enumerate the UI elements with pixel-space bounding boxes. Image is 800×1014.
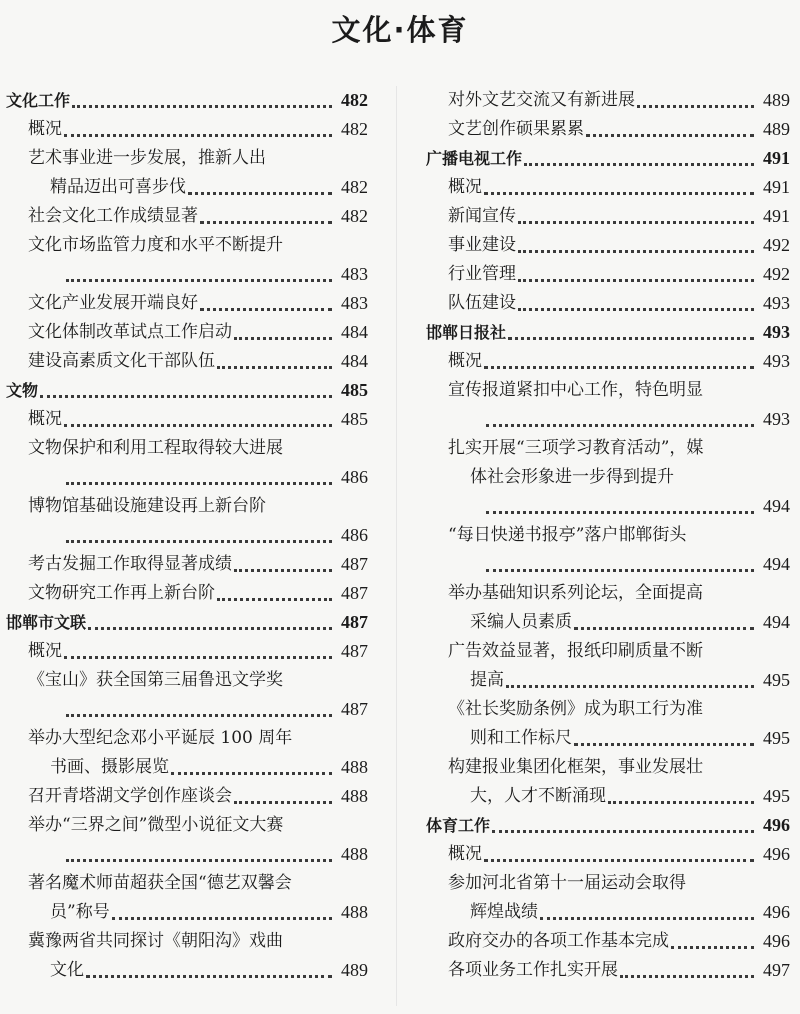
toc-entry-title: 宣传报道紧扣中心工作，特色明显 (448, 380, 703, 400)
toc-section-entry[interactable] (6, 608, 368, 637)
toc-section-entry[interactable] (426, 144, 790, 173)
dot-leader (64, 412, 332, 427)
toc-entry-title: 提高 (470, 670, 504, 690)
dot-leader (72, 93, 332, 108)
dot-leader (217, 354, 332, 369)
dot-leader (200, 209, 332, 224)
toc-entry[interactable] (426, 608, 790, 637)
dot-leader (486, 499, 754, 514)
toc-entry[interactable] (426, 840, 790, 869)
toc-entry-title: 文化市场监管力度和水平不断提升 (28, 235, 283, 255)
toc-entry[interactable] (426, 927, 790, 956)
dot-leader (171, 760, 332, 775)
toc-page-number: 487 (341, 699, 368, 719)
toc-page-number: 496 (763, 815, 790, 835)
toc-column-left (6, 86, 368, 985)
toc-entry-title: 召开青塔湖文学创作座谈会 (28, 786, 232, 806)
toc-entry-title: 概况 (28, 641, 62, 661)
toc-entry-title: 大，人才不断涌现 (470, 786, 606, 806)
toc-entry-title: 体育工作 (426, 816, 491, 835)
toc-entry-title: 广播电视工作 (426, 149, 523, 168)
toc-entry[interactable] (6, 405, 368, 434)
toc-entry-title: 体社会形象进一步得到提升 (470, 467, 674, 487)
toc-entry[interactable] (6, 231, 368, 260)
toc-entry[interactable] (6, 666, 368, 695)
toc-entry-title: 概况 (448, 177, 482, 197)
toc-entry[interactable] (426, 869, 790, 898)
toc-page-number: 493 (763, 293, 790, 313)
column-divider (396, 86, 397, 1006)
toc-entry-title: 对外文艺交流又有新进展 (448, 90, 635, 110)
toc-page-number: 483 (341, 293, 368, 313)
toc-entry[interactable] (426, 753, 790, 782)
toc-page-number: 487 (341, 554, 368, 574)
toc-entry-title: 则和工作标尺 (470, 728, 572, 748)
toc-section-entry[interactable] (6, 376, 368, 405)
dot-leader (64, 122, 332, 137)
toc-entry-title: 文化工作 (6, 91, 71, 110)
toc-entry[interactable] (6, 637, 368, 666)
toc-entry-title: 文物 (6, 381, 39, 400)
toc-entry[interactable] (6, 289, 368, 318)
toc-entry-title: 邯郸日报社 (426, 323, 507, 342)
toc-entry-title: 概况 (28, 119, 62, 139)
toc-entry[interactable] (426, 347, 790, 376)
toc-page-number: 486 (341, 525, 368, 545)
toc-entry[interactable] (426, 173, 790, 202)
dot-leader (66, 847, 332, 862)
dot-leader (620, 963, 754, 978)
toc-entry[interactable] (6, 579, 368, 608)
toc-page-number: 493 (763, 409, 790, 429)
toc-entry[interactable] (6, 173, 368, 202)
toc-entry[interactable] (6, 840, 368, 869)
toc-page-number: 486 (341, 467, 368, 487)
toc-entry-title: 队伍建设 (448, 293, 516, 313)
toc-entry-title: 各项业务工作扎实开展 (448, 960, 618, 980)
dot-leader (484, 847, 754, 862)
toc-page-number: 491 (763, 148, 790, 168)
toc-entry-title: 精品迈出可喜步伐 (50, 177, 186, 197)
toc-page-number: 484 (341, 322, 368, 342)
toc-page-number: 493 (763, 351, 790, 371)
toc-entry-title: 员”称号 (50, 902, 110, 922)
toc-page-number: 495 (763, 786, 790, 806)
dot-leader (66, 267, 332, 282)
toc-entry-title: 文化 (50, 960, 84, 980)
toc-page-number: 482 (341, 119, 368, 139)
toc-entry-title: 博物馆基础设施建设再上新台阶 (28, 496, 266, 516)
page-title: 文化·体育 (331, 13, 469, 47)
toc-entry[interactable] (6, 434, 368, 463)
toc-entry[interactable] (6, 492, 368, 521)
toc-entry[interactable] (426, 666, 790, 695)
dot-leader (200, 296, 332, 311)
toc-entry-title: “每日快递书报亭”落户邯郸街头 (448, 525, 687, 545)
toc-page-number: 482 (341, 177, 368, 197)
toc-entry[interactable] (426, 86, 790, 115)
toc-page-number: 488 (341, 786, 368, 806)
dot-leader (608, 789, 754, 804)
toc-page-number: 487 (341, 612, 368, 632)
toc-entry[interactable] (6, 782, 368, 811)
toc-entry-title: 书画、摄影展览 (50, 757, 169, 777)
toc-entry[interactable] (6, 115, 368, 144)
toc-entry[interactable] (6, 521, 368, 550)
toc-entry[interactable] (6, 463, 368, 492)
toc-entry-title: 邯郸市文联 (6, 613, 87, 632)
dot-leader (637, 93, 754, 108)
toc-section-entry[interactable] (6, 86, 368, 115)
toc-entry[interactable] (6, 318, 368, 347)
toc-entry-title: 文化产业发展开端良好 (28, 293, 198, 313)
toc-page-number: 482 (341, 90, 368, 110)
toc-page-number: 495 (763, 728, 790, 748)
toc-page-number: 491 (763, 177, 790, 197)
dot-leader (574, 615, 754, 630)
toc-entry-title: 概况 (448, 844, 482, 864)
toc-page-number: 496 (763, 844, 790, 864)
dot-leader (234, 325, 332, 340)
toc-entry-title: 举办大型纪念邓小平诞辰 100 周年 (28, 728, 293, 748)
toc-entry[interactable] (426, 376, 790, 405)
toc-entry[interactable] (426, 463, 790, 492)
toc-page-number: 485 (341, 380, 368, 400)
dot-leader (506, 673, 754, 688)
toc-page-number: 489 (341, 960, 368, 980)
toc-page-number: 495 (763, 670, 790, 690)
toc-entry[interactable] (426, 260, 790, 289)
toc-entry-title: 《宝山》获全国第三届鲁迅文学奖 (28, 670, 283, 690)
dot-leader (484, 180, 754, 195)
toc-entry[interactable] (6, 202, 368, 231)
toc-entry-title: 文化体制改革试点工作启动 (28, 322, 232, 342)
toc-entry-title: 概况 (28, 409, 62, 429)
dot-leader (64, 644, 332, 659)
toc-entry[interactable] (6, 347, 368, 376)
toc-entry-title: 建设高素质文化干部队伍 (28, 351, 215, 371)
toc-entry-title: 举办基础知识系列论坛，全面提高 (448, 583, 703, 603)
dot-leader (671, 934, 754, 949)
toc-page-number: 494 (763, 496, 790, 516)
toc-page-number: 488 (341, 902, 368, 922)
toc-page-number: 489 (763, 90, 790, 110)
dot-leader (88, 615, 332, 630)
toc-page-number: 496 (763, 931, 790, 951)
toc-entry-title: 著名魔术师苗超获全国“德艺双馨会 (28, 873, 292, 893)
dot-leader (40, 383, 332, 398)
dot-leader (66, 528, 332, 543)
toc-entry-title: 社会文化工作成绩显著 (28, 206, 198, 226)
dot-leader (486, 557, 754, 572)
toc-page-number: 491 (763, 206, 790, 226)
toc-entry[interactable] (6, 260, 368, 289)
dot-leader (188, 180, 332, 195)
toc-entry[interactable] (426, 695, 790, 724)
dot-leader (518, 238, 754, 253)
toc-page-number: 484 (341, 351, 368, 371)
dot-leader (518, 267, 754, 282)
toc-page-number: 493 (763, 322, 790, 342)
toc-entry-title: 构建报业集团化框架，事业发展壮 (448, 757, 703, 777)
dot-leader (217, 586, 332, 601)
toc-entry[interactable] (6, 811, 368, 840)
toc-entry[interactable] (426, 550, 790, 579)
toc-page-number: 494 (763, 612, 790, 632)
dot-leader (574, 731, 754, 746)
toc-entry[interactable] (426, 231, 790, 260)
toc-page-number: 487 (341, 641, 368, 661)
toc-entry[interactable] (6, 753, 368, 782)
toc-entry-title: 事业建设 (448, 235, 516, 255)
toc-entry[interactable] (6, 550, 368, 579)
dot-leader (484, 354, 754, 369)
toc-entry-title: 新闻宣传 (448, 206, 516, 226)
toc-entry[interactable] (426, 898, 790, 927)
toc-entry-title: 采编人员素质 (470, 612, 572, 632)
toc-entry-title: 文物保护和利用工程取得较大进展 (28, 438, 283, 458)
dot-leader (586, 122, 754, 137)
toc-entry[interactable] (426, 956, 790, 985)
toc-page-number: 492 (763, 264, 790, 284)
toc-entry-title: 文物研究工作再上新台阶 (28, 583, 215, 603)
toc-entry[interactable] (6, 695, 368, 724)
toc-entry-title: 扎实开展“三项学习教育活动”，媒 (448, 438, 704, 458)
dot-leader (508, 325, 754, 340)
toc-entry[interactable] (426, 782, 790, 811)
dot-leader (66, 702, 332, 717)
toc-entry[interactable] (6, 898, 368, 927)
toc-entry[interactable] (426, 579, 790, 608)
toc-entry-title: 考古发掘工作取得显著成绩 (28, 554, 232, 574)
toc-entry-title: 《社长奖励条例》成为职工行为准 (448, 699, 703, 719)
toc-entry-title: 艺术事业进一步发展，推新人出 (28, 148, 266, 168)
toc-section-entry[interactable] (426, 811, 790, 840)
toc-entry[interactable] (426, 202, 790, 231)
toc-entry[interactable] (6, 869, 368, 898)
toc-page-number: 485 (341, 409, 368, 429)
dot-leader (492, 818, 754, 833)
toc-entry-title: 文艺创作硕果累累 (448, 119, 584, 139)
toc-entry[interactable] (6, 927, 368, 956)
toc-column-right (426, 86, 790, 985)
toc-entry-title: 冀豫两省共同探讨《朝阳沟》戏曲 (28, 931, 283, 951)
toc-entry[interactable] (426, 405, 790, 434)
dot-leader (518, 209, 754, 224)
toc-entry[interactable] (6, 724, 368, 753)
toc-page-number: 483 (341, 264, 368, 284)
dot-leader (112, 905, 332, 920)
toc-entry[interactable] (426, 115, 790, 144)
toc-entry[interactable] (6, 144, 368, 173)
dot-leader (486, 412, 754, 427)
dot-leader (524, 151, 754, 166)
dot-leader (518, 296, 754, 311)
toc-page-number: 496 (763, 902, 790, 922)
toc-entry[interactable] (426, 724, 790, 753)
toc-entry[interactable] (426, 521, 790, 550)
toc-entry[interactable] (426, 289, 790, 318)
toc-entry-title: 参加河北省第十一届运动会取得 (448, 873, 686, 893)
dot-leader (234, 789, 332, 804)
toc-page-number: 488 (341, 844, 368, 864)
dot-leader (66, 470, 332, 485)
toc-page-number: 492 (763, 235, 790, 255)
toc-page-number: 497 (763, 960, 790, 980)
toc-entry-title: 辉煌战绩 (470, 902, 538, 922)
toc-entry-title: 概况 (448, 351, 482, 371)
toc-entry[interactable] (426, 434, 790, 463)
toc-section-entry[interactable] (426, 318, 790, 347)
toc-entry[interactable] (426, 637, 790, 666)
toc-entry-title: 广告效益显著，报纸印刷质量不断 (448, 641, 703, 661)
toc-page-number: 494 (763, 554, 790, 574)
dot-leader (86, 963, 332, 978)
toc-entry-title: 举办“三界之间”微型小说征文大赛 (28, 815, 284, 835)
dot-leader (234, 557, 332, 572)
toc-page-number: 489 (763, 119, 790, 139)
toc-entry-title: 行业管理 (448, 264, 516, 284)
toc-page-number: 488 (341, 757, 368, 777)
dot-leader (540, 905, 754, 920)
toc-entry[interactable] (6, 956, 368, 985)
toc-page-number: 482 (341, 206, 368, 226)
toc-entry-title: 政府交办的各项工作基本完成 (448, 931, 669, 951)
toc-entry[interactable] (426, 492, 790, 521)
toc-page-number: 487 (341, 583, 368, 603)
